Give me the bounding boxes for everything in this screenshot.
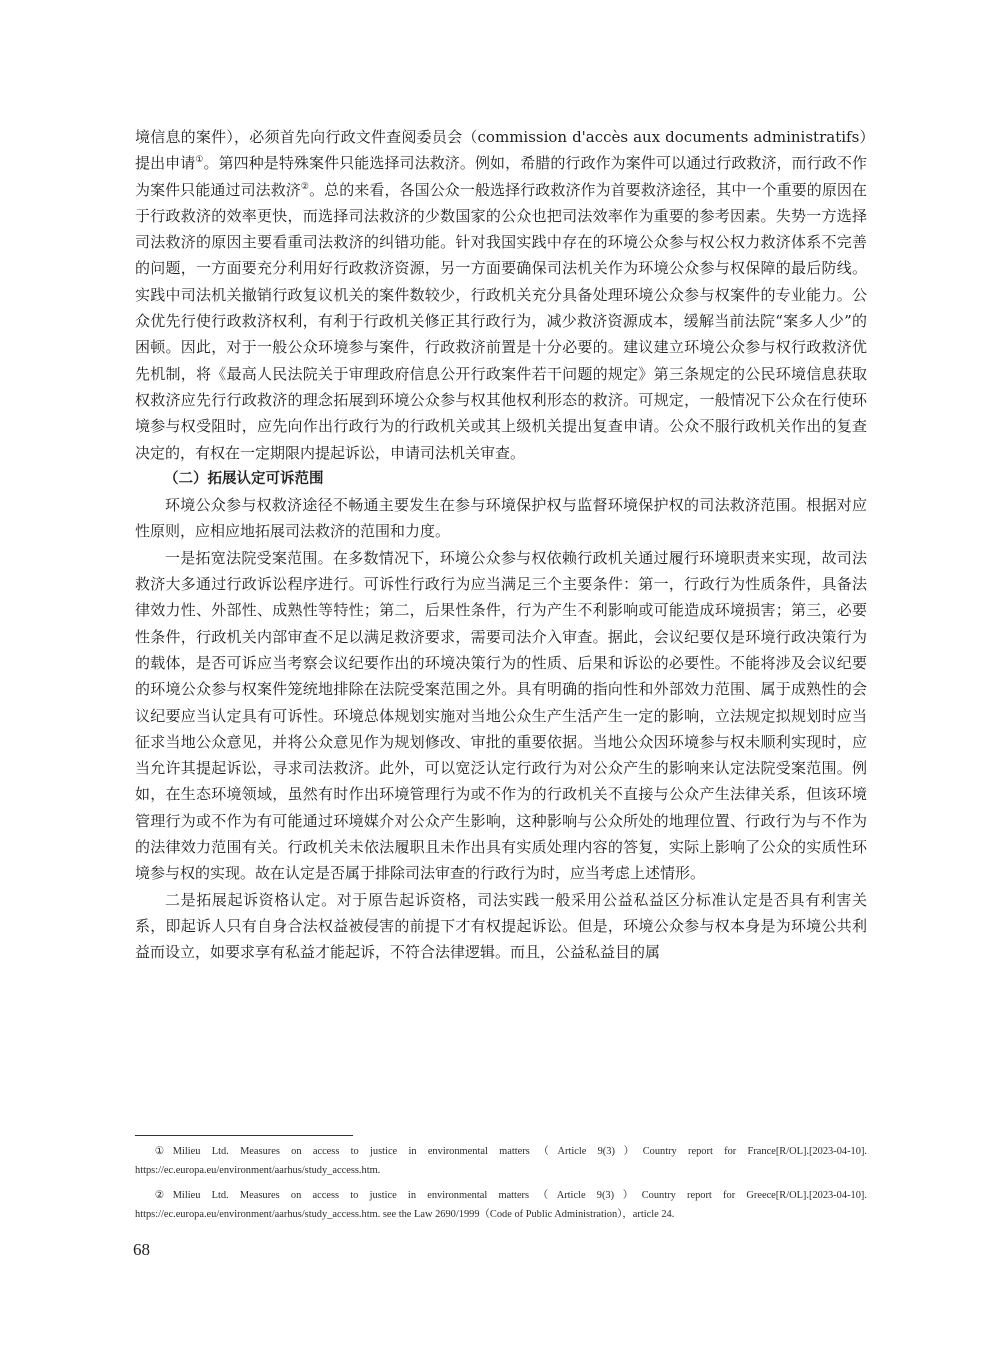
footnotes <box>135 1142 867 1230</box>
footnote-ref-1[interactable]: ① <box>195 155 204 166</box>
page-number: 68 <box>133 1240 150 1259</box>
paragraph-4: 二是拓展起诉资格认定。对于原告起诉资格，司法实践一般采用公益私益区分标准认定是否具有利害关系，即起诉人只有自身合法权益被侵害的前提下才有权提起诉讼。但是，环境公众参与权本身是为环境公共利益而设立，如要求享有私益才能起诉，不符合法律逻辑。而且，公益私益目的属 <box>135 890 867 962</box>
paragraph-1-part-c: 。总的来看，各国公众一般选择行政救济作为首要救济途径，其中一个重要的原因在于行政救济的效率更快，而选择司法救济的少数国家的公众也把司法效率作为重要的参考因素。失势一方选择司法救济的原因主要看重司法救济的纠错功能。针对我国实践中存在的环境公众参与权公权力救济体系不完善的问题，一方面要充分利用好行政救济资源，另一方面要确保司法机关作为环境公众参与权保障的最后防线。实践中司法机关撤销行政复议机关的案件数较少，行政机关充分具备处理环境公众参与权案件的专业能力。公众优先行使行政救济权利，有利于行政机关修正其行政行为，减少救济资源成本，缓解当前法院“案多人少”的困顿。因此，对于一般公众环境参与案件，行政救济前置是十分必要的。建议建立环境公众参与权行政救济优先机制，将《最高人民法院关于审理政府信息公开行政案件若干问题的规定》第三条规定的公民环境信息获取权救济应先行行政救济的理念拓展到环境公众参与权其他权利形态的救济。可规定，一般情况下公众在行使环境参与权受阻时，应先向作出行政行为的行政机关或其上级机关提出复查申请。公众不服行政机关作出的复查决定的，有权在一定期限内提起诉讼，申请司法机关审查。 <box>135 180 867 462</box>
footnote-divider <box>135 1135 353 1136</box>
paragraph-3: 一是拓宽法院受案范围。在多数情况下，环境公众参与权依赖行政机关通过履行环境职责来实现，故司法救济大多通过行政诉讼程序进行。可诉性行政行为应当满足三个主要条件：第一，行政行为性质条件，具备法律效力性、外部性、成熟性等特性；第二，后果性条件，行为产生不利影响或可能造成环境损害；第三，必要性条件，行政机关内部审查不足以满足救济要求，需要司法介入审查。据此，会议纪要仅是环境行政决策行为的载体，是否可诉应当考察会议纪要作出的环境决策行为的性质、后果和诉讼的必要性。不能将涉及会议纪要的环境公众参与权案件笼统地排除在法院受案范围之外。具有明确的指向性和外部效力范围、属于成熟性的会议纪要应当认定具有可诉性。环境总体规划实施对当地公众生产生活产生一定的影响，立法规定拟规划时应当征求当地公众意见，并将公众意见作为规划修改、审批的重要依据。当地公众因环境参与权未顺利实现时，应当允许其提起诉讼，寻求司法救济。此外，可以宽泛认定行政行为对公众产生的影响来认定法院受案范围。例如，在生态环境领域，虽然有时作出环境管理行为或不作为的行政机关不直接与公众产生法律关系，但该环境管理行为或不作为有可能通过环境媒介对公众产生影响，这种影响与公众所处的地理位置、行政行为与不作为的法律效力范围有关。行政机关未依法履职且未作出具有实质处理内容的答复，实际上影响了公众的实质性环境参与权的实现。故在认定是否属于排除司法审查的行政行为时，应当考虑上述情形。 <box>135 548 867 883</box>
footnote-ref-2[interactable]: ② <box>300 181 310 192</box>
footnote-1: ①Milieu Ltd. Measures on access to justice in environmental matters（Article 9(3)）Country report for France[R/OL].[2023-04-10]. https://ec.europa.eu/environment/aarhus/study_access.htm. <box>135 1146 867 1176</box>
paragraph-1 <box>135 124 867 466</box>
paragraph-1-part-b: 。第四种是特殊案件只能选择司法救济。例如，希腊的行政作为案件可以通过行政救济，而行政不作为案件只能通过司法救济 <box>135 154 867 199</box>
body-text <box>135 124 867 966</box>
paragraph-2: 环境公众参与权救济途径不畅通主要发生在参与环境保护权与监督环境保护权的司法救济范围。根据对应性原则，应相应地拓展司法救济的范围和力度。 <box>135 496 867 541</box>
paragraph-1-part-a: 境信息的案件），必须首先向行政文件查阅委员会（commission d'accès aux documents administratifs）提出申请 <box>135 128 867 173</box>
footnote-2: ②Milieu Ltd. Measures on access to justice in environmental matters（Article 9(3)）Country report for Greece[R/OL].[2023-04-10]. https://ec.europa.eu/environment/aarhus/study_access.htm. see the Law 2690/1999（Code of Public Administration），article 24. <box>135 1190 867 1220</box>
section-heading: （二）拓展认定可诉范围 <box>164 470 324 487</box>
